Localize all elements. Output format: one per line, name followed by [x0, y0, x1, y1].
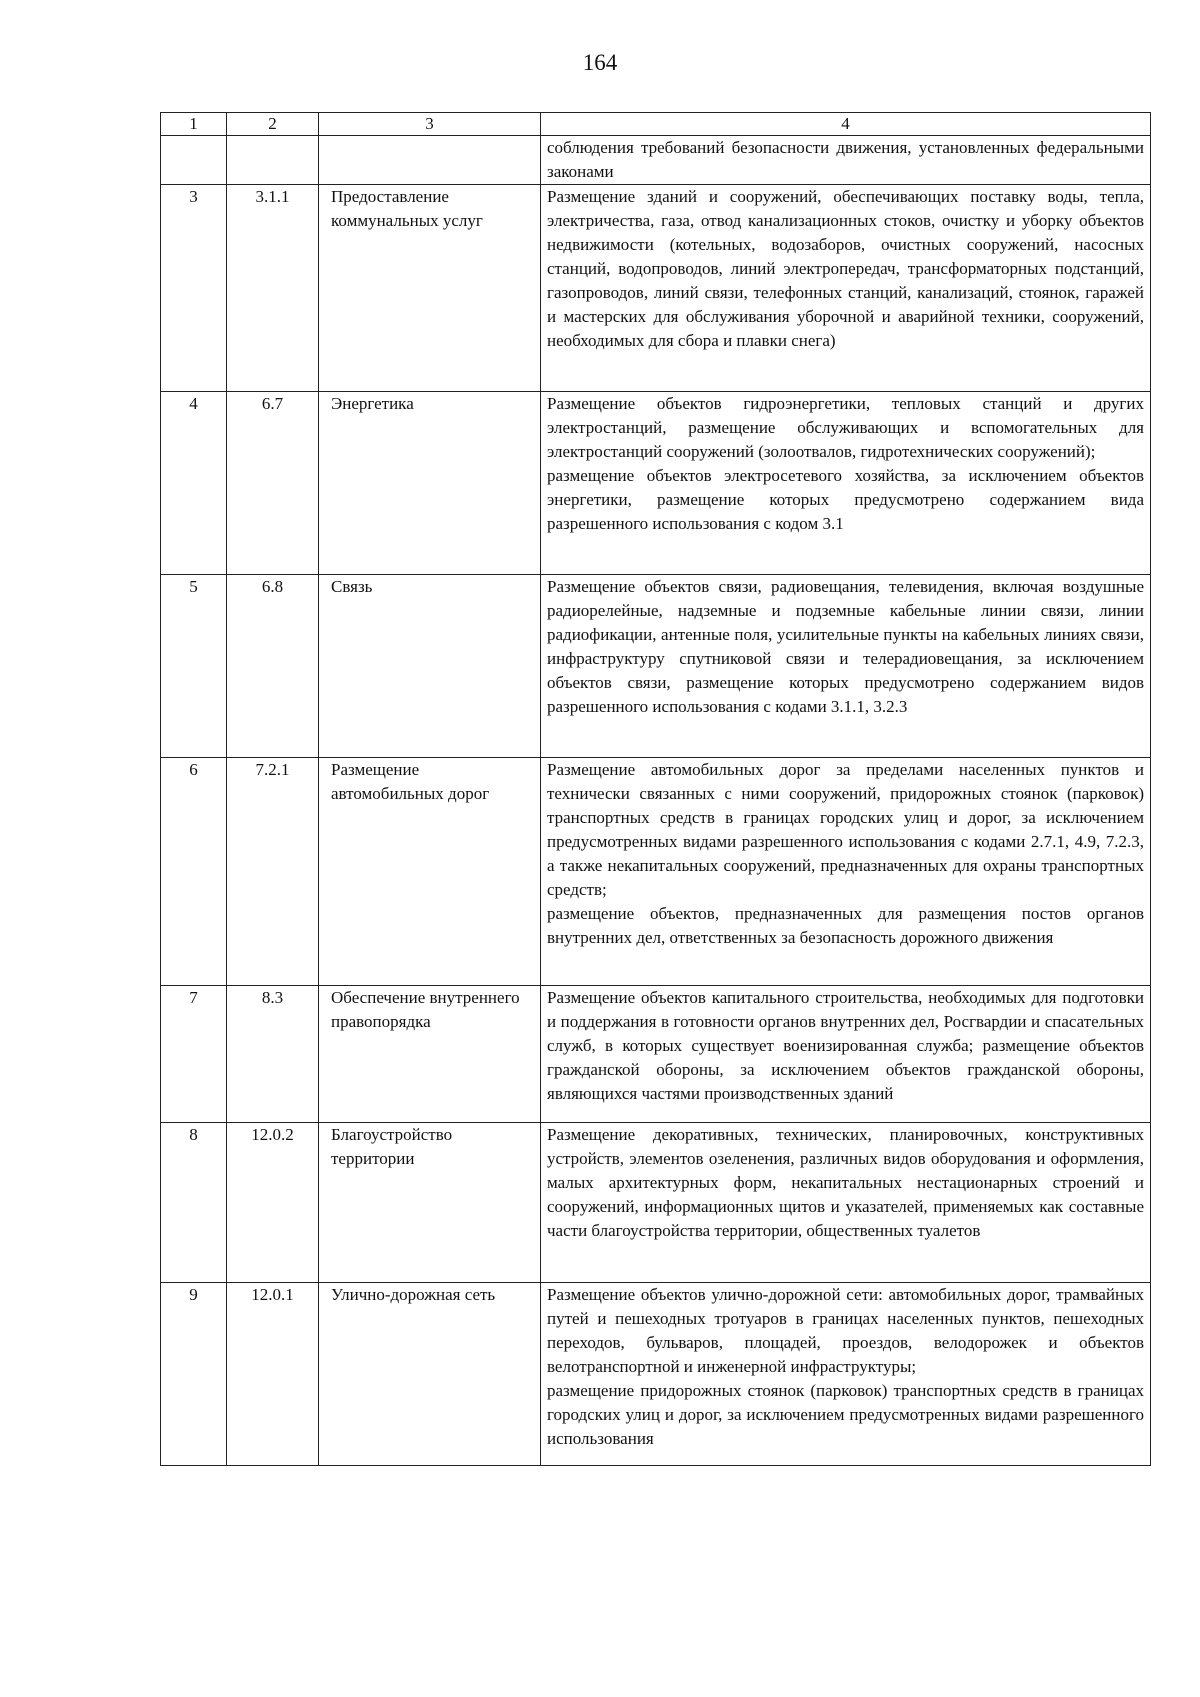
description-paragraph: размещение объектов, предназначенных для размещения постов органов внутренних дел, ответственных за безопасность дорожного движения	[547, 904, 1144, 947]
table-row	[161, 185, 1151, 392]
continuation-row	[161, 136, 1151, 185]
row-number: 4	[161, 392, 227, 575]
row-code: 3.1.1	[227, 185, 319, 392]
row-name: Энергетика	[319, 392, 541, 575]
row-name: Благоустройство территории	[319, 1123, 541, 1283]
table-row	[161, 392, 1151, 575]
page-number: 164	[582, 50, 618, 75]
header-cell-4: 4	[541, 113, 1151, 136]
header-row	[161, 113, 1151, 136]
continuation-name	[319, 136, 541, 185]
row-name: Обеспечение внутреннего правопорядка	[319, 986, 541, 1123]
row-code: 7.2.1	[227, 758, 319, 986]
row-description	[541, 392, 1151, 575]
table-row	[161, 986, 1151, 1123]
table-row	[161, 758, 1151, 986]
description-paragraph: размещение придорожных стоянок (парковок) транспортных средств в границах городских улиц и дорог, за исключением предусмотренных видами разрешенного использования	[547, 1381, 1144, 1448]
header-cell-1: 1	[161, 113, 227, 136]
row-name: Связь	[319, 575, 541, 758]
row-name: Улично-дорожная сеть	[319, 1283, 541, 1466]
row-description	[541, 185, 1151, 392]
row-code: 12.0.2	[227, 1123, 319, 1283]
row-number: 3	[161, 185, 227, 392]
row-number: 7	[161, 986, 227, 1123]
continuation-num	[161, 136, 227, 185]
table-row	[161, 1283, 1151, 1466]
row-number: 5	[161, 575, 227, 758]
row-code: 8.3	[227, 986, 319, 1123]
header-cell-3: 3	[319, 113, 541, 136]
row-description	[541, 575, 1151, 758]
row-number: 8	[161, 1123, 227, 1283]
land-use-table	[160, 112, 1151, 1466]
row-code: 6.8	[227, 575, 319, 758]
row-description	[541, 986, 1151, 1123]
header-cell-2: 2	[227, 113, 319, 136]
row-description	[541, 1123, 1151, 1283]
row-name: Размещение автомобильных дорог	[319, 758, 541, 986]
row-code: 6.7	[227, 392, 319, 575]
row-description	[541, 758, 1151, 986]
description-paragraph: размещение объектов электросетевого хозяйства, за исключением объектов энергетики, размещение которых предусмотрено содержанием вида разрешенного использования с кодом 3.1	[547, 466, 1144, 533]
continuation-description	[541, 136, 1151, 185]
description-paragraph: Размещение объектов гидроэнергетики, тепловых станций и других электростанций, размещение обслуживающих и вспомогательных для электростанций сооружений (золоотвалов, гидротехнических сооружений);	[547, 394, 1144, 461]
description-paragraph: Размещение объектов связи, радиовещания, телевидения, включая воздушные радиорелейные, надземные и подземные кабельные линии связи, линии радиофикации, антенные поля, усилительные пункты на кабельных линиях связи, инфраструктуру спутниковой связи и телерадиовещания, за исключением объектов связи, размещение которых предусмотрено содержанием видов разрешенного использования с кодами 3.1.1, 3.2.3	[547, 577, 1144, 716]
continuation-code	[227, 136, 319, 185]
row-number: 6	[161, 758, 227, 986]
row-description	[541, 1283, 1151, 1466]
description-paragraph: соблюдения требований безопасности движения, установленных федеральными законами	[547, 138, 1144, 181]
description-paragraph: Размещение объектов капитального строительства, необходимых для подготовки и поддержания в готовности органов внутренних дел, Росгвардии и спасательных служб, в которых существует военизированная служба; размещение объектов гражданской обороны, за исключением объектов гражданской обороны, являющихся частями производственных зданий	[547, 988, 1144, 1103]
table-row	[161, 575, 1151, 758]
description-paragraph: Размещение зданий и сооружений, обеспечивающих поставку воды, тепла, электричества, газа, отвод канализационных стоков, очистку и уборку объектов недвижимости (котельных, водозаборов, очистных сооружений, насосных станций, водопроводов, линий электропередач, трансформаторных подстанций, газопроводов, линий связи, телефонных станций, канализаций, стоянок, гаражей и мастерских для обслуживания уборочной и аварийной техники, сооружений, необходимых для сбора и плавки снега)	[547, 187, 1144, 350]
description-paragraph: Размещение декоративных, технических, планировочных, конструктивных устройств, элементов озеленения, различных видов оборудования и оформления, малых архитектурных форм, некапитальных нестационарных строений и сооружений, информационных щитов и указателей, применяемых как составные части благоустройства территории, общественных туалетов	[547, 1125, 1144, 1240]
description-paragraph: Размещение автомобильных дорог за пределами населенных пунктов и технически связанных с ними сооружений, придорожных стоянок (парковок) транспортных средств в границах городских улиц и дорог, за исключением предусмотренных видами разрешенного использования с кодами 2.7.1, 4.9, 7.2.3, а также некапитальных сооружений, предназначенных для охраны транспортных средств;	[547, 760, 1144, 899]
row-number: 9	[161, 1283, 227, 1466]
table-row	[161, 1123, 1151, 1283]
row-code: 12.0.1	[227, 1283, 319, 1466]
row-name: Предоставление коммунальных услуг	[319, 185, 541, 392]
description-paragraph: Размещение объектов улично-дорожной сети: автомобильных дорог, трамвайных путей и пешеходных тротуаров в границах населенных пунктов, пешеходных переходов, бульваров, площадей, проездов, велодорожек и объектов велотранспортной и инженерной инфраструктуры;	[547, 1285, 1144, 1376]
